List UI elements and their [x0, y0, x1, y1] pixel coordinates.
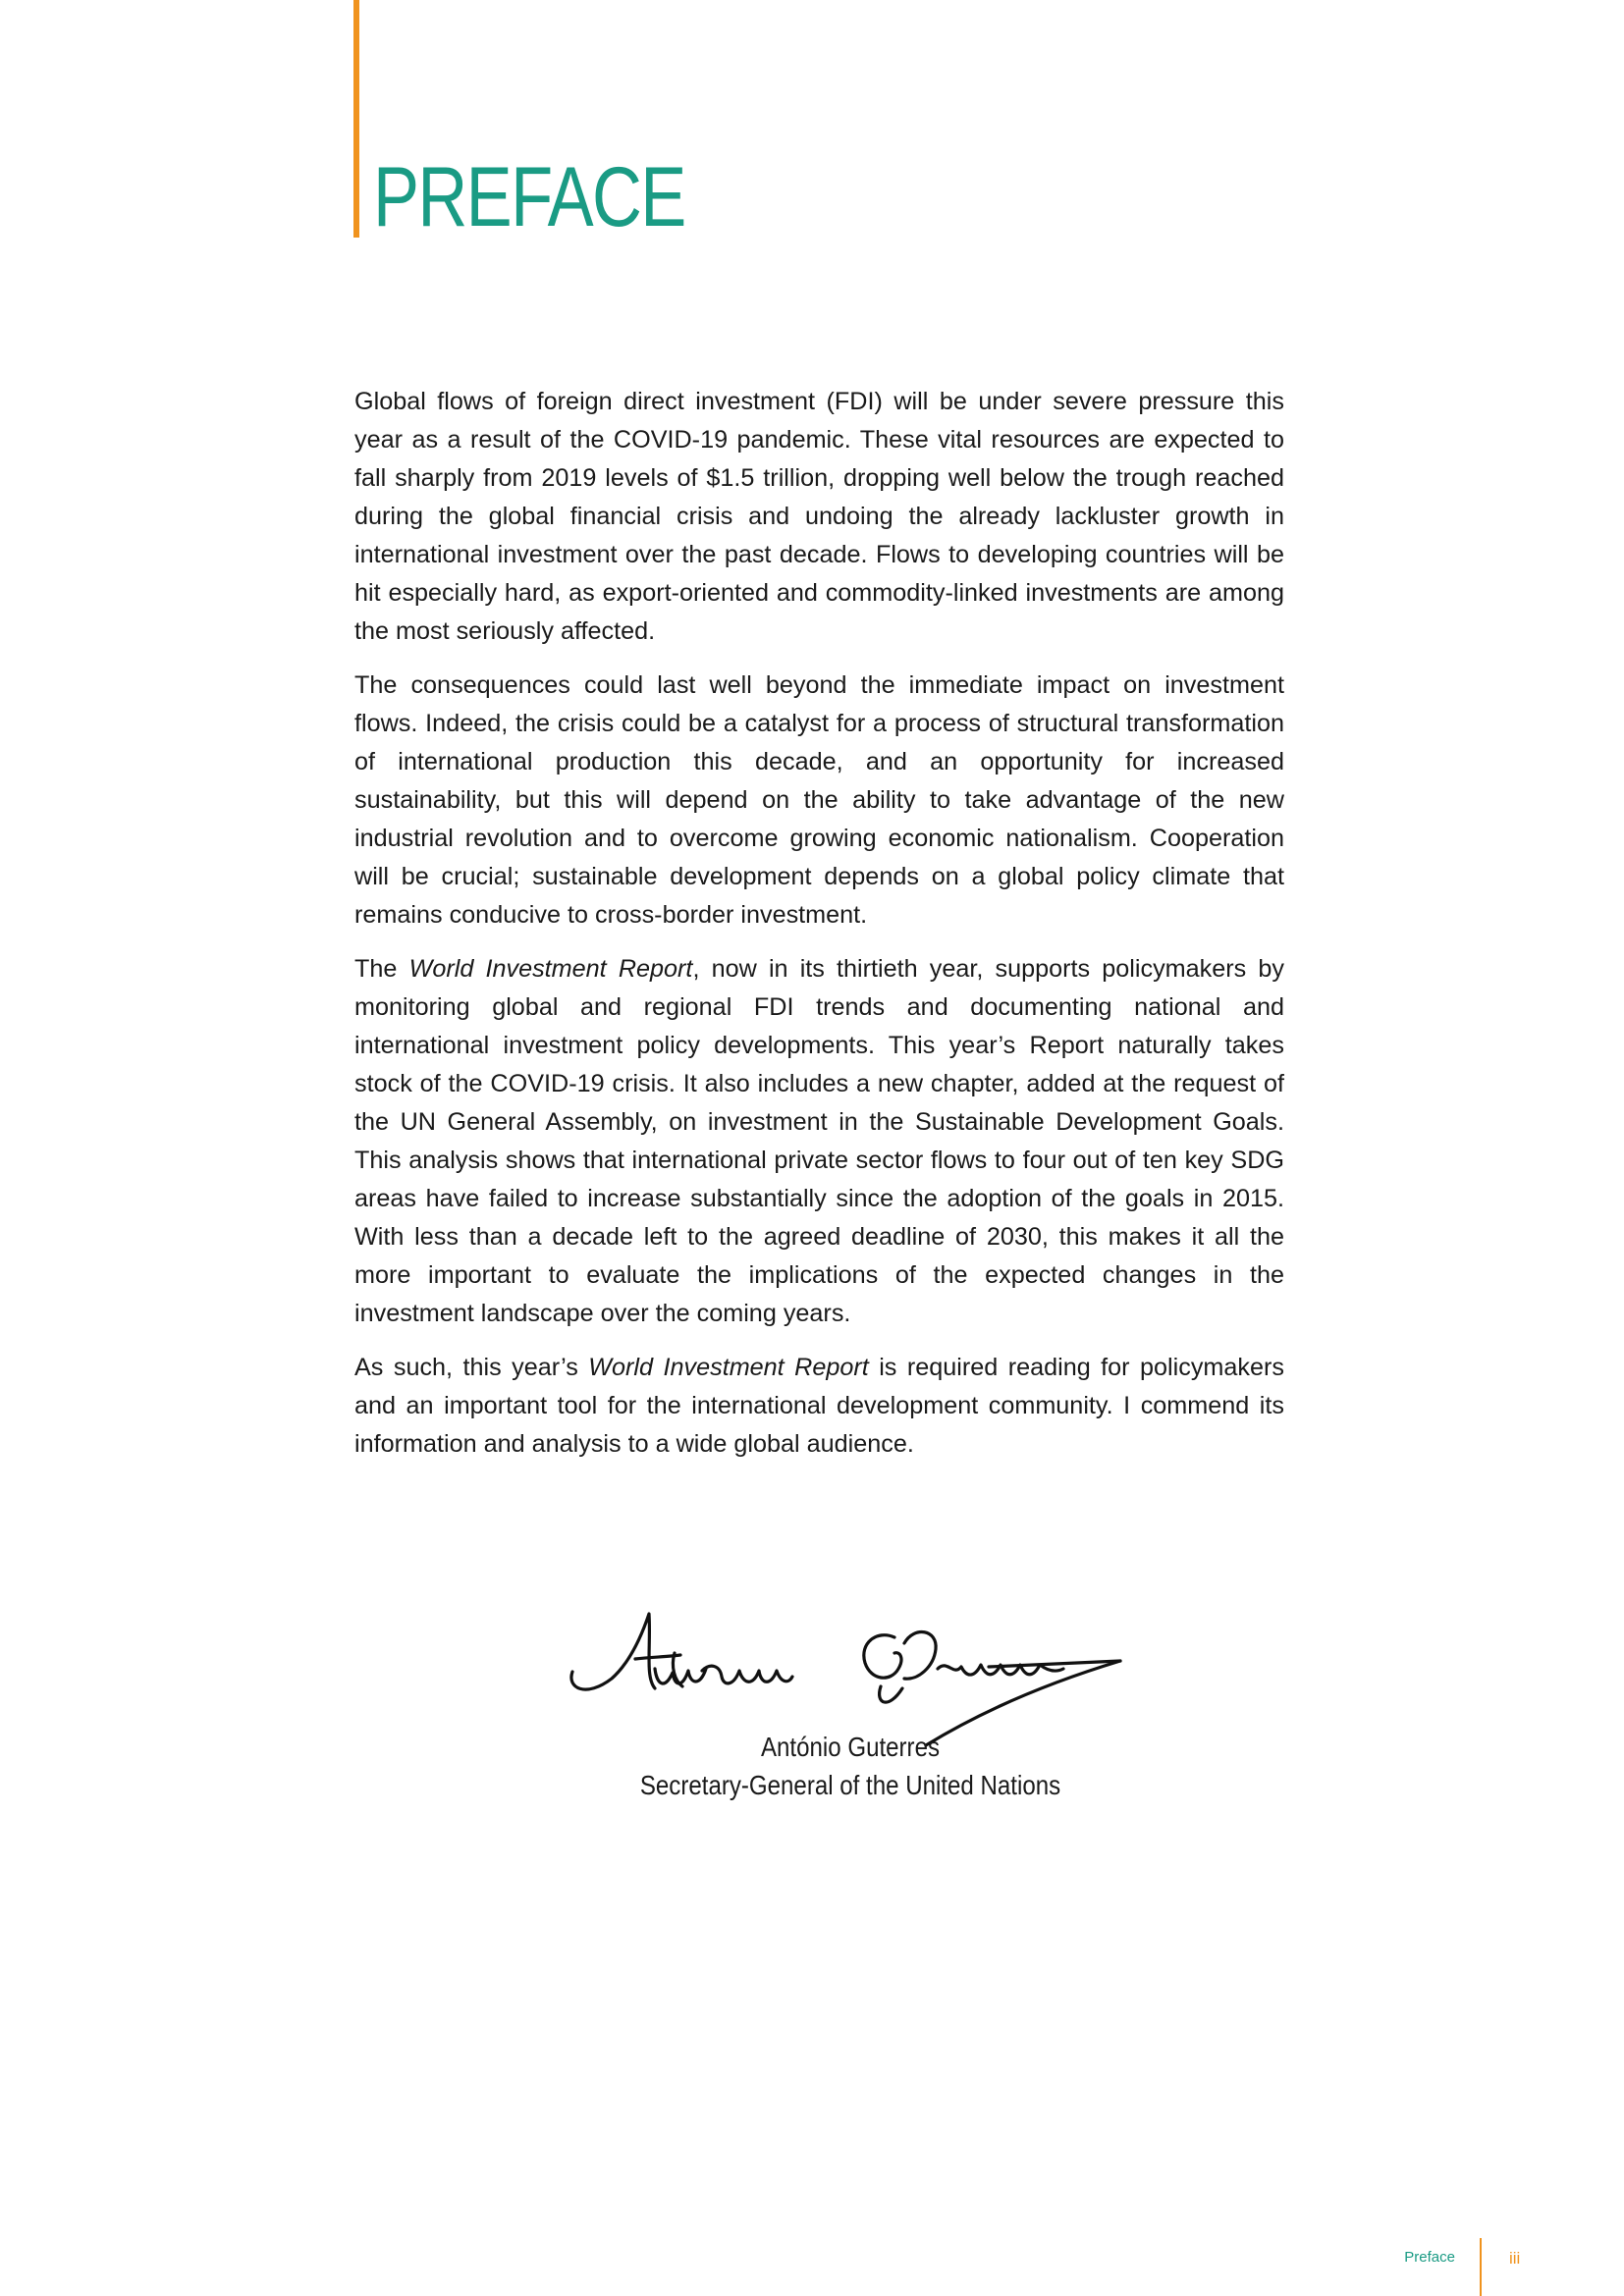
footer-section-label: Preface: [1404, 2249, 1455, 2266]
paragraph-2-text: The consequences could last well beyond the immediate impact on investment flows. Indeed, the crisis could be a catalyst for a process of structural transformation of international production this decade, and an opportunity for increased sustainability, but this will depend on the ability to take advantage of the new industrial revolution and to overcome growing economic nationalism. Cooperation will be crucial; sustainable development depends on a global policy climate that remains conducive to cross-border investment.: [354, 671, 1284, 929]
footer-page-number: iii: [1509, 2249, 1521, 2268]
paragraph-1-text: Global flows of foreign direct investment (FDI) will be under severe pressure this year as a result of the COVID-19 pandemic. These vital resources are expected to fall sharply from 2019 levels of $1.5 trillion, dropping well below the trough reached during the global financial crisis and undoing the already lackluster growth in international investment over the past decade. Flows to developing countries will be hit especially hard, as export-oriented and commodity-linked investments are among the most seriously affected.: [354, 388, 1284, 645]
preface-body: [354, 383, 1284, 1479]
paragraph-3: [354, 950, 1284, 1333]
paragraph-2: [354, 667, 1284, 934]
paragraph-4-text-start: As such, this year’s: [354, 1354, 589, 1381]
signatory-role: Secretary-General of the United Nations: [639, 1770, 1061, 1800]
page-title: PREFACE: [373, 150, 685, 244]
title-accent-bar: [353, 0, 359, 238]
paragraph-4-text-end: is required reading for policymakers and an important tool for the international development community. I commend its information and analysis to a wide global audience.: [354, 1354, 1284, 1458]
signatory-block: [593, 1728, 1109, 1804]
paragraph-3-text-start: The: [354, 955, 409, 983]
paragraph-1: [354, 383, 1284, 651]
report-title-italic: World Investment Report: [588, 1354, 869, 1381]
report-title-italic: World Investment Report: [408, 955, 693, 983]
paragraph-4: [354, 1349, 1284, 1464]
signatory-name: António Guterres: [760, 1732, 941, 1762]
paragraph-3-text-end: , now in its thirtieth year, supports policymakers by monitoring global and regional FDI trends and documenting national and international investment policy developments. This year’s Report naturally takes stock of the COVID-19 crisis. It also includes a new chapter, added at the request of the UN General Assembly, on investment in the Sustainable Development Goals. This analysis shows that international private sector flows to four out of ten key SDG areas have failed to increase substantially since the adoption of the goals in 2015. With less than a decade left to the agreed deadline of 2030, this makes it all the more important to evaluate the implications of the expected changes in the investment landscape over the coming years.: [354, 955, 1284, 1327]
footer-divider: [1480, 2238, 1482, 2296]
